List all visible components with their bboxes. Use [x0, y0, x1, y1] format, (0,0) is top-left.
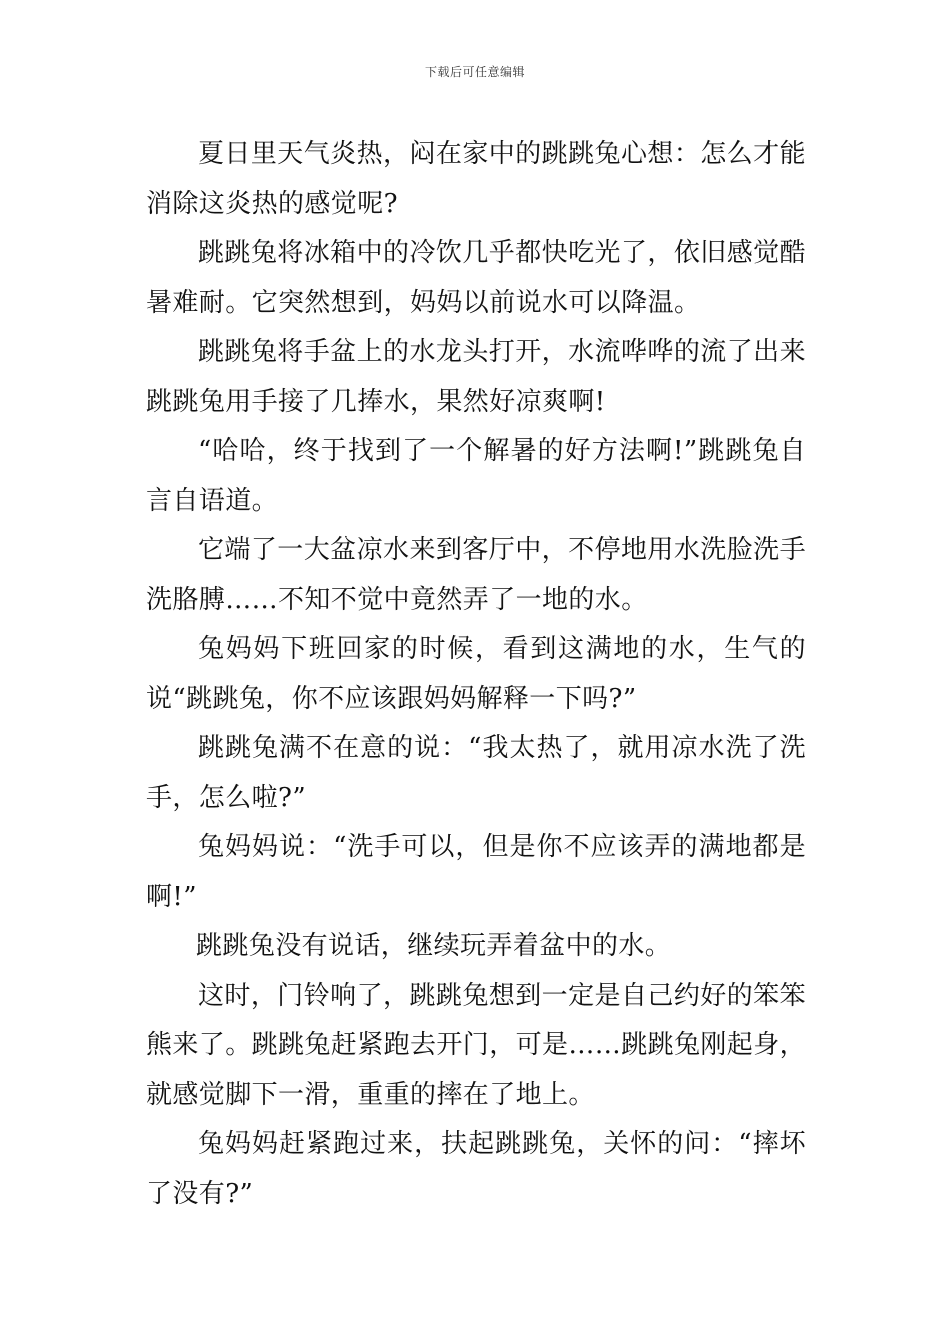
- story-body: [146, 130, 806, 1219]
- page-header: 下载后可任意编辑: [424, 65, 525, 79]
- paragraph-5: 它端了一大盆凉水来到客厅中，不停地用水洗脸洗手洗胳膊……不知不觉中竟然弄了一地的水。: [146, 535, 806, 615]
- paragraph-9: 跳跳兔没有说话，继续玩弄着盆中的水。: [196, 931, 672, 961]
- paragraph-10: 这时，门铃响了，跳跳兔想到一定是自己约好的笨笨熊来了。跳跳兔赶紧跑去开门，可是……跳跳兔刚起身，就感觉脚下一滑，重重的摔在了地上。: [146, 980, 807, 1110]
- paragraph-4: “哈哈，终于找到了一个解暑的好方法啊!”跳跳兔自言自语道。: [146, 436, 806, 516]
- paragraph-11: 兔妈妈赶紧跑过来，扶起跳跳兔，关怀的问：“摔坏了没有?”: [146, 1129, 806, 1209]
- paragraph-1: 夏日里天气炎热，闷在家中的跳跳兔心想：怎么才能消除这炎热的感觉呢?: [146, 139, 806, 219]
- paragraph-8: 兔妈妈说：“洗手可以，但是你不应该弄的满地都是啊!”: [146, 832, 806, 912]
- paragraph-6: 兔妈妈下班回家的时候，看到这满地的水，生气的说“跳跳兔，你不应该跟妈妈解释一下吗?”: [146, 634, 806, 714]
- paragraph-7: 跳跳兔满不在意的说：“我太热了，就用凉水洗了洗手，怎么啦?”: [146, 733, 806, 813]
- paragraph-2: 跳跳兔将冰箱中的冷饮几乎都快吃光了，依旧感觉酷暑难耐。它突然想到，妈妈以前说水可以降温。: [146, 238, 806, 318]
- paragraph-3: 跳跳兔将手盆上的水龙头打开，水流哗哗的流了出来跳跳兔用手接了几捧水，果然好凉爽啊!: [146, 337, 806, 417]
